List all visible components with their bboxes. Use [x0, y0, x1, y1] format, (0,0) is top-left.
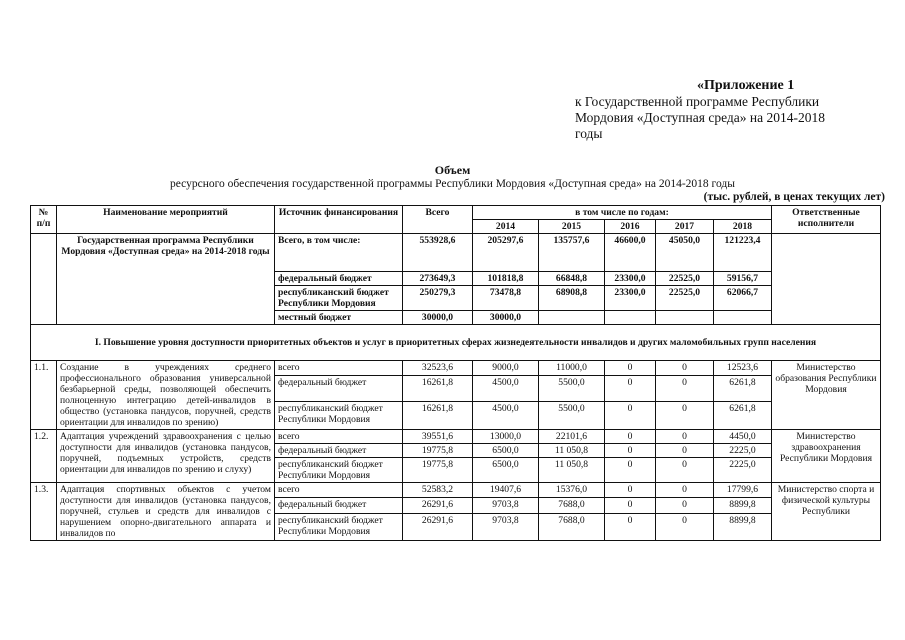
- table-row: [31, 361, 881, 376]
- total-cell: 39551,6: [403, 430, 473, 444]
- value-cell-2015: 11 050,8: [539, 444, 605, 458]
- value-cell-2018: 62066,7: [714, 286, 772, 311]
- value-cell-2018: 2225,0: [714, 444, 772, 458]
- source-cell: федеральный бюджет: [275, 444, 403, 458]
- value-cell-2014: 9703,8: [473, 513, 539, 540]
- value-cell-2015: 68908,8: [539, 286, 605, 311]
- item-name: Адаптация спортивных объектов с учетом доступности для инвалидов (установка пандусов, поручней, стульев и средств для инвалидов с нарушением опорно-двигательного аппарата и инвалидов по: [57, 483, 275, 541]
- value-cell-2014: 6500,0: [473, 444, 539, 458]
- value-cell-2015: 11 050,8: [539, 458, 605, 483]
- value-cell-2018: 2225,0: [714, 458, 772, 483]
- value-cell-2014: 73478,8: [473, 286, 539, 311]
- appendix-line-3: Мордовия «Доступная среда» на 2014-2018: [575, 110, 825, 125]
- total-cell: 273649,3: [403, 272, 473, 286]
- table-row: [31, 430, 881, 444]
- value-cell-2014: 101818,8: [473, 272, 539, 286]
- header-2017: 2017: [656, 220, 714, 234]
- value-cell-2018: 4450,0: [714, 430, 772, 444]
- value-cell-2016: 46600,0: [605, 234, 656, 272]
- value-cell-2015: 135757,6: [539, 234, 605, 272]
- value-cell-2016: 0: [605, 361, 656, 376]
- item-name: Создание в учреждениях среднего профессионального образования универсальной безбарьерной среды, позволяющей обеспечить полноценную интеграцию детей-инвалидов в общество (установка пандусов, поручней, средств ориентации для инвалидов по зрению): [57, 361, 275, 430]
- value-cell-2017: 0: [656, 402, 714, 430]
- value-cell-2015: 5500,0: [539, 402, 605, 430]
- header-num: № п/п: [31, 206, 57, 234]
- item-resp: Министерство образования Республики Мордовия: [772, 361, 881, 430]
- source-cell: республиканский бюджет Республики Мордовия: [275, 513, 403, 540]
- item-resp: Министерство здравоохранения Республики Мордовия: [772, 430, 881, 483]
- value-cell-2018: 12523,6: [714, 361, 772, 376]
- value-cell-2015: 7688,0: [539, 513, 605, 540]
- value-cell-2017: 45050,0: [656, 234, 714, 272]
- value-cell-2016: 0: [605, 430, 656, 444]
- value-cell-2014: 4500,0: [473, 376, 539, 402]
- source-cell: местный бюджет: [275, 311, 403, 325]
- source-cell: федеральный бюджет: [275, 376, 403, 402]
- total-cell: 30000,0: [403, 311, 473, 325]
- program-name: Государственная программа Республики Мордовия «Доступная среда» на 2014-2018 годы: [57, 234, 275, 325]
- value-cell-2017: [656, 311, 714, 325]
- value-cell-2017: 0: [656, 483, 714, 498]
- value-cell-2016: 0: [605, 458, 656, 483]
- header-resp: Ответственные исполнители: [772, 206, 881, 234]
- appendix-line-1: «Приложение 1: [697, 78, 795, 93]
- document-subtitle: ресурсного обеспечения государственной программы Республики Мордовия «Доступная среда» на 2014-2018 годы: [170, 178, 735, 190]
- value-cell-2017: 0: [656, 376, 714, 402]
- value-cell-2016: [605, 311, 656, 325]
- header-total: Всего: [403, 206, 473, 234]
- appendix-caption: [575, 78, 895, 142]
- item-resp: Министерство спорта и физической культуры Республики: [772, 483, 881, 541]
- value-cell-2014: 9000,0: [473, 361, 539, 376]
- value-cell-2015: 15376,0: [539, 483, 605, 498]
- header-2018: 2018: [714, 220, 772, 234]
- source-cell: федеральный бюджет: [275, 498, 403, 513]
- document-heading: [0, 163, 905, 191]
- value-cell-2018: 6261,8: [714, 402, 772, 430]
- value-cell-2018: 6261,8: [714, 376, 772, 402]
- total-cell: 19775,8: [403, 458, 473, 483]
- value-cell-2015: 7688,0: [539, 498, 605, 513]
- header-2014: 2014: [473, 220, 539, 234]
- total-cell: 250279,3: [403, 286, 473, 311]
- value-cell-2018: 59156,7: [714, 272, 772, 286]
- table-row: [31, 483, 881, 498]
- value-cell-2014: 6500,0: [473, 458, 539, 483]
- value-cell-2014: 9703,8: [473, 498, 539, 513]
- value-cell-2018: 17799,6: [714, 483, 772, 498]
- value-cell-2016: 0: [605, 513, 656, 540]
- total-cell: 26291,6: [403, 513, 473, 540]
- appendix-line-4: годы: [575, 126, 603, 141]
- value-cell-2017: 0: [656, 361, 714, 376]
- source-cell: Всего, в том числе:: [275, 234, 403, 272]
- source-cell: всего: [275, 361, 403, 376]
- total-cell: 553928,6: [403, 234, 473, 272]
- value-cell-2016: 23300,0: [605, 272, 656, 286]
- value-cell-2017: 0: [656, 498, 714, 513]
- value-cell-2017: 0: [656, 430, 714, 444]
- value-cell-2015: 66848,8: [539, 272, 605, 286]
- header-incl: в том числе по годам:: [473, 206, 772, 220]
- source-cell: республиканский бюджет Республики Мордовия: [275, 458, 403, 483]
- source-cell: всего: [275, 430, 403, 444]
- value-cell-2015: 5500,0: [539, 376, 605, 402]
- value-cell-2017: 0: [656, 458, 714, 483]
- source-cell: всего: [275, 483, 403, 498]
- value-cell-2017: 22525,0: [656, 272, 714, 286]
- total-cell: 19775,8: [403, 444, 473, 458]
- value-cell-2018: 8899,8: [714, 513, 772, 540]
- total-cell: 16261,8: [403, 376, 473, 402]
- appendix-line-2: к Государственной программе Республики: [575, 94, 820, 109]
- value-cell-2015: 11000,0: [539, 361, 605, 376]
- value-cell-2016: 0: [605, 483, 656, 498]
- source-cell: республиканский бюджет Республики Мордовия: [275, 402, 403, 430]
- value-cell-2018: 8899,8: [714, 498, 772, 513]
- header-name: Наименование мероприятий: [57, 206, 275, 234]
- units-note: (тыс. рублей, в ценах текущих лет): [703, 191, 885, 203]
- total-cell: 26291,6: [403, 498, 473, 513]
- value-cell-2016: 0: [605, 402, 656, 430]
- value-cell-2016: 0: [605, 444, 656, 458]
- resource-table: [30, 205, 881, 541]
- value-cell-2017: 22525,0: [656, 286, 714, 311]
- value-cell-2015: 22101,6: [539, 430, 605, 444]
- value-cell-2014: 19407,6: [473, 483, 539, 498]
- header-source: Источник финансирования: [275, 206, 403, 234]
- value-cell-2016: 0: [605, 498, 656, 513]
- source-cell: республиканский бюджет Республики Мордовия: [275, 286, 403, 311]
- total-cell: 52583,2: [403, 483, 473, 498]
- value-cell-2014: 30000,0: [473, 311, 539, 325]
- item-num: 1.3.: [31, 483, 57, 541]
- value-cell-2014: 4500,0: [473, 402, 539, 430]
- item-name: Адаптация учреждений здравоохранения с целью доступности для инвалидов (установка пандусов, поручней, подъемных устройств, средств ориентации для инвалидов по зрению и слуху): [57, 430, 275, 483]
- table-row: [31, 234, 881, 272]
- total-cell: 16261,8: [403, 402, 473, 430]
- value-cell-2014: 13000,0: [473, 430, 539, 444]
- total-cell: 32523,6: [403, 361, 473, 376]
- value-cell-2015: [539, 311, 605, 325]
- header-2016: 2016: [605, 220, 656, 234]
- value-cell-2016: 23300,0: [605, 286, 656, 311]
- value-cell-2018: 121223,4: [714, 234, 772, 272]
- value-cell-2017: 0: [656, 513, 714, 540]
- header-2015: 2015: [539, 220, 605, 234]
- section-title: I. Повышение уровня доступности приоритетных объектов и услуг в приоритетных сферах жизнедеятельности инвалидов и других маломобильных групп населения: [31, 325, 881, 361]
- section-row: [31, 325, 881, 361]
- item-num: 1.1.: [31, 361, 57, 430]
- value-cell-2018: [714, 311, 772, 325]
- value-cell-2017: 0: [656, 444, 714, 458]
- source-cell: федеральный бюджет: [275, 272, 403, 286]
- value-cell-2016: 0: [605, 376, 656, 402]
- document-title: Объем: [434, 163, 471, 177]
- value-cell-2014: 205297,6: [473, 234, 539, 272]
- item-num: 1.2.: [31, 430, 57, 483]
